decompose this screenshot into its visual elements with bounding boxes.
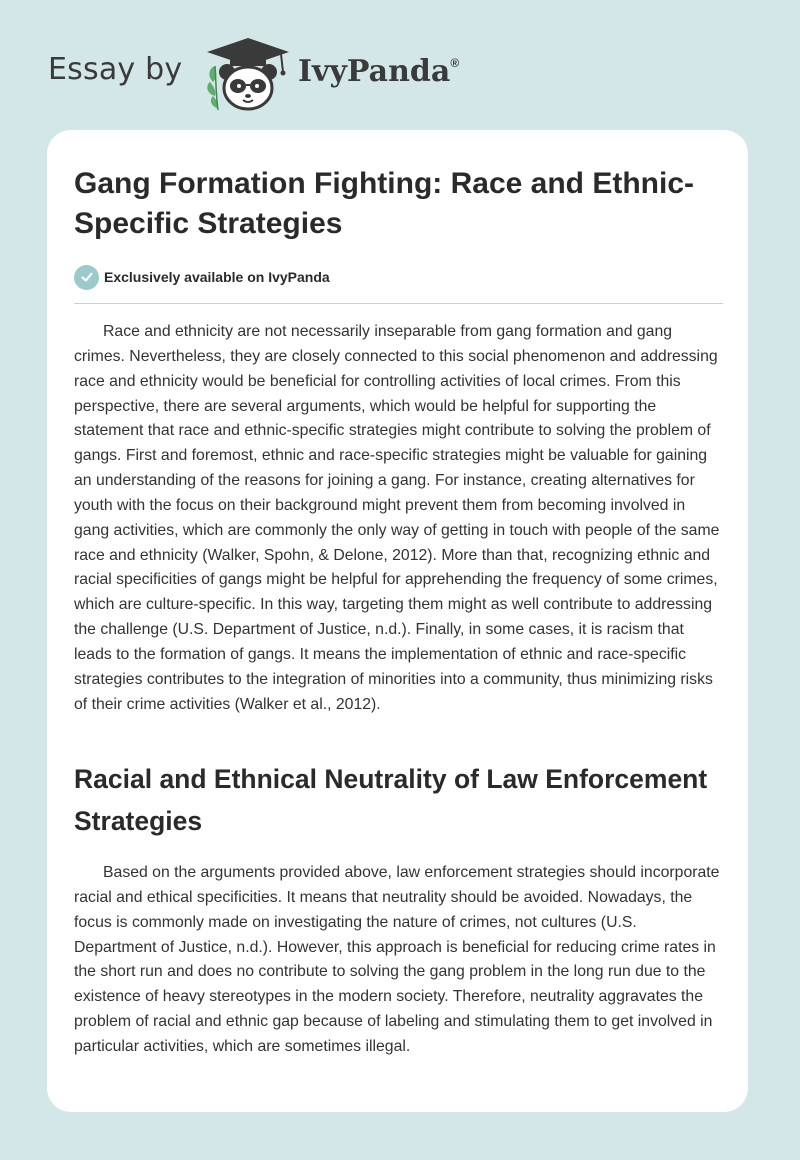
body-paragraph-2: Based on the arguments provided above, law enforcement strategies should incorporate racial and ethical specificities. It means that neutrality should be avoided. Nowadays, the focus is commonly made on investigating the nature of crimes, not cultures (U.S. Department of Justice, n.d.). However, this approach is beneficial for reducing crime rates in the short run and does no contribute to solving the gang problem in the long run due to the existence of heavy stereotypes in the modern society. Therefore, neutrality aggravates the problem of racial and ethnic gap because of labeling and stimulating them to get involved in particular activities, which are sometimes illegal. [74, 864, 720, 1055]
check-icon [74, 265, 99, 290]
brand-name: IvyPanda® [298, 54, 460, 89]
essay-card [47, 130, 748, 1112]
registered-mark: ® [450, 56, 460, 70]
body-paragraph-1: Race and ethnicity are not necessarily inseparable from gang formation and gang crimes. Nevertheless, they are closely connected to this social phenomenon and addressing race and ethnicity would be beneficial for controlling activities of local crimes. From this perspective, there are several arguments, which would be helpful for supporting the statement that race and ethnic-specific strategies might contribute to solving the problem of gangs. First and foremost, ethnic and race-specific strategies might be valuable for gaining an understanding of the reasons for joining a gang. For instance, creating alternatives for youth with the focus on their background might prevent them from becoming involved in gang activities, which are commonly the only way of getting in touch with people of the same race and ethnicity (Walker, Spohn, & Delone, 2012). More than that, recognizing ethnic and racial specificities of gangs might be helpful for apprehending the frequency of some crimes, which are culture-specific. In this way, targeting them might as well contribute to addressing the challenge (U.S. Department of Justice, n.d.). Finally, in some cases, it is racism that leads to the formation of gangs. It means the implementation of ethnic and race-specific strategies contributes to the integration of minorities into a community, thus minimizing risks of their crime activities (Walker et al., 2012). [74, 323, 720, 713]
page-title: Gang Formation Fighting: Race and Ethnic-Specific Strategies [74, 167, 694, 240]
title-divider [74, 303, 723, 304]
section-heading: Racial and Ethnical Neutrality of Law Enforcement Strategies [74, 764, 708, 836]
site-header [48, 36, 508, 112]
exclusive-badge [74, 263, 330, 291]
exclusive-badge-label: Exclusively available on IvyPanda [104, 269, 330, 285]
panda-graduate-logo-icon [203, 36, 293, 112]
essay-by-label: Essay by [48, 52, 183, 87]
